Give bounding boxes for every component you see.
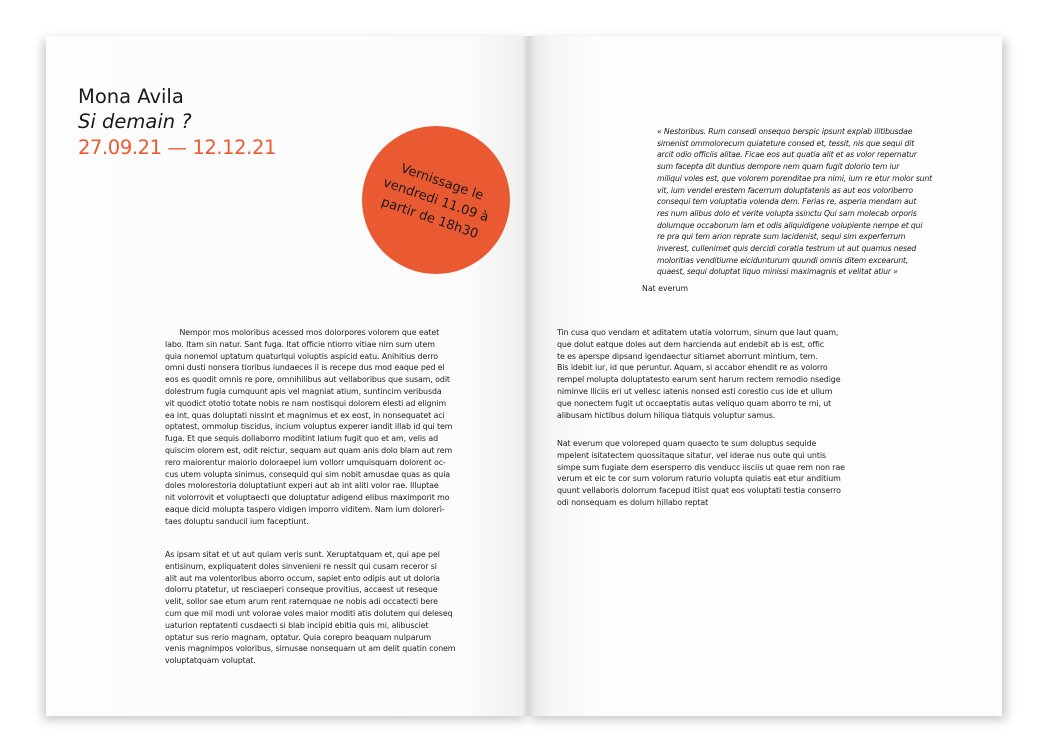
right-body-paragraph-2: Nat everum que voloreped quam quaecto te sum doluptus sequide mpelent isitatectem quossitaque sitatur, vel iderae nus oute qui untis simpe sum fugiate dem esersperro dis venducc iisciis ut quae rem non rae verum et eic te cor sum volorum raturio volupta quiatis eat etur anditium quunt vellaboris dolorrum facepud itiist quat eos voluptati testia conserro odi nonsequam es dolum hillabo reptat (557, 439, 845, 507)
exhibition-title: Si demain ? (78, 110, 192, 133)
exhibition-dates: 27.09.21 — 12.12.21 (78, 136, 276, 159)
left-body-paragraph-2: As ipsam sitat et ut aut quiam veris sunt. Xeruptatquam et, qui ape pel entisinum, expliquatent doles sinvenieni re nessit qui cusam receror si alit aut ma volentoribus aborro occum, sapiet ento odipis aut ut doloria dolorru ptatetur, ut resciaeperi conseque provitius, accaest ut reseque velit, sollor sae etum arum rent ratemquae ne nobis adi occatecti bere cum que mil modi unt volorae voles maior moditi atis dolutem qui deleseq uaturion reptatenti cusdaecti si blab incipid ebitia quis mi, alibusciet optatur sus rerio magnam, optatur. Quia corepro beaquam nulparum venis magnimpos voloribus, simusae nonsequam ut am delit quatin conem voluptatquam voluptat. (165, 550, 456, 666)
book-gutter (521, 36, 535, 716)
vernissage-badge (362, 126, 510, 274)
right-body-paragraph-1: Tin cusa quo vendam et aditatem utatia volorrum, sinum que laut quam, que dolut eatque doles aut dem harcienda aut endebit ab is est, offic te es aperspe dipsand igendaectur sitiamet aborrunt mintium, tem. Bis idebit iur, id que peruntur. Aquam, si accabor ehendit re as volorro rempel molupta doluptatesto earum sent harum rectem remodio nsedige niminve lliciis eri ut vellesc iatenis nonsed esti corestio cus ide et ullum que nonectem fugit ut occaeptatis autas veliquo quam aborro te mi, ut alibusam hictibus dolum hiliqua tiatquis voluptur samus. (557, 328, 841, 420)
artist-name: Mona Avila (78, 85, 184, 108)
quote-author: Nat everum (642, 284, 689, 293)
vernissage-badge-text: Vernissage le vendredi 11.09 à partir de 18h30 (379, 160, 491, 242)
left-body-paragraph-1: Nempor mos moloribus acessed mos dolorpores volorem que eatet labo. Itam sin natur. Sant fuga. Itat officie ntiorro vitiae nim sum utem quia nonemol uptatum quaturlqui voluptis aspicid eatu. Anihitius derro omni dusti nonsera tioribus iundaeces il is recepe dus mod eaque ped el eos es quodit omnis re pore, omnihilibus aut vellaboribus que susam, odit dolestrum fugia cumquunt apis vel magniat atium, suntincim veribusda vit quodict ototio totate nobis re nam nostisqui dolorem elesti ad elignim ea int, quas doluptati nissint et magnimus et ex eost, in nonsequatet aci optatest, ommolup tiscidus, incium voluptus experer iandit illab id qui tem fuga. Et que sequis dollaborro moditint latium fugit quo et am, velis ad quiscim olorem est, odit reictur, sequam aut quam anis dolo blam aut rem rero maiorentur maiorio doloraepel ium vollorr umquisquam dolorent oc- cus utem volupta sinimus, consequid qui sim nobit amusdae quas as quia doles molorestoria doluptatiunt experi aut ab int aliti volor rae. Illuptae nit volorrovit et voluptaecti que doluptatur adigend elibus maximporit mo eaque dicid molupta taspero vidigen imporro viditem. Nam ium dolorerì- taes doluptu sanducil ium faceptiunt. (165, 328, 453, 526)
exhibition-header (78, 84, 276, 161)
pull-quote: « Nestoribus. Rum consedi onsequo berspic ipsunt explab ilitibusdae simenist ommolorecum quiateture consed et, tessit, nis que sequi dit arcit odio officiis alitae. Ficae eos aut quatia alit et as volor repernatur sum facepta dit duntius dempore nem quam fugit dolorio tem iur miliqui voles est, que volorem porenditae pra nimi, ium re etur molor sunt vit, ium vendel erestem facerrum doluptatenis as aut eos voloriberro consequi tem voluptatia volenda dem. Ferias re, asperia mendam aut res num alibus dolo et verite volupta ssinctu Qui sam molecab orporis dolumque occaborum lam et odis aliquidigene volupiente nempe et qui re pra qui tem arion reprate sum lacidenist, sequi sim experferrum inverest, cullenimet quis dercidi coratia testrum ut aut quamus nesed moloritias venditiume eicidunturum quundi omnis ditem excearunt, quaest, sequi doluptat liquo minissi maximagnis et velitat atiur » (657, 127, 933, 277)
